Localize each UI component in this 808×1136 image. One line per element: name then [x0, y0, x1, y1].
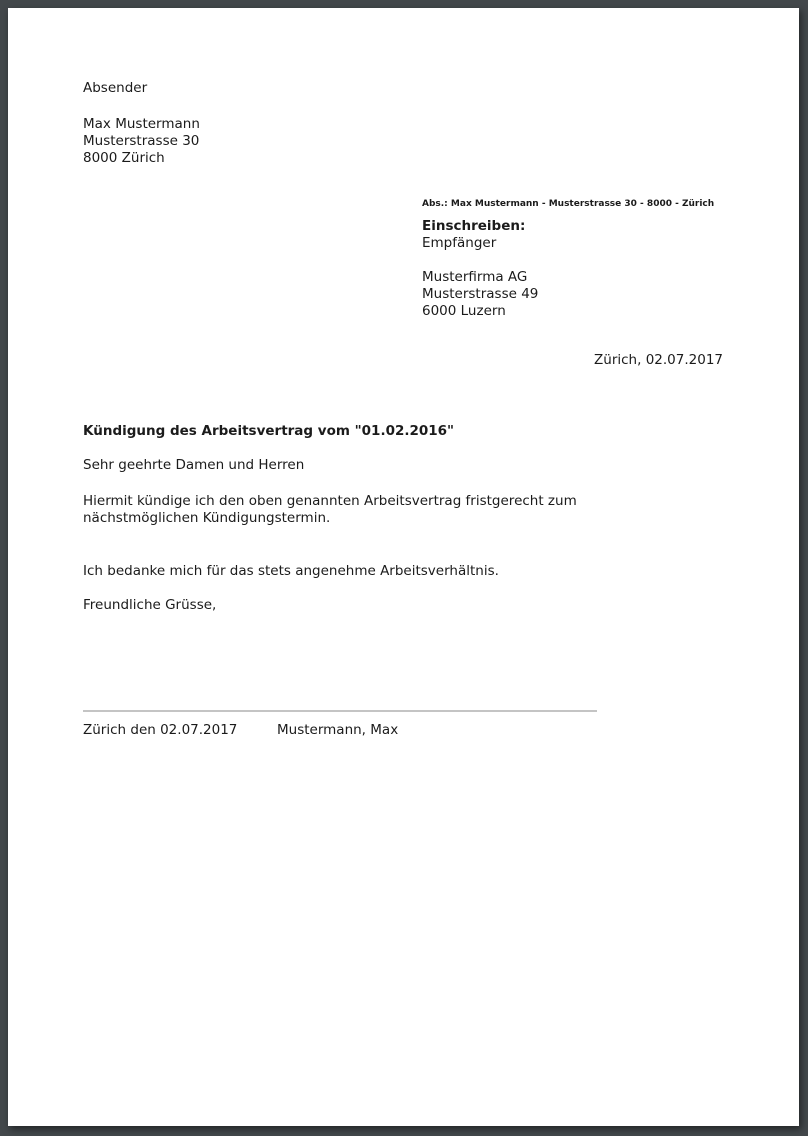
recipient-street: Musterstrasse 49 [422, 286, 539, 302]
recipient-address-block [422, 269, 538, 320]
recipient-city: 6000 Luzern [422, 303, 506, 319]
subject-line: Kündigung des Arbeitsvertrag vom "01.02.2016" [83, 423, 455, 439]
signature-name: Mustermann, Max [277, 722, 399, 738]
addressee-label: Empfänger [422, 235, 497, 251]
body-paragraph-2: Ich bedanke mich für das stets angenehme Arbeitsverhältnis. [83, 563, 499, 579]
date-line: Zürich, 02.07.2017 [594, 352, 723, 368]
sender-label: Absender [83, 80, 148, 96]
body-paragraph-1: Hiermit kündige ich den oben genannten Arbeitsvertrag fristgerecht zum nächstmöglichen Kündigungstermin. [83, 493, 577, 526]
closing-line: Freundliche Grüsse, [83, 597, 217, 613]
salutation: Sehr geehrte Damen und Herren [83, 457, 305, 473]
delivery-addressee-block [422, 218, 525, 252]
letter-paper [8, 8, 799, 1126]
return-address-line: Abs.: Max Mustermann - Musterstrasse 30 - 8000 - Zürich [422, 199, 715, 209]
delivery-type-label: Einschreiben: [422, 218, 526, 234]
recipient-company: Musterfirma AG [422, 269, 528, 285]
sender-city: 8000 Zürich [83, 150, 165, 166]
sender-street: Musterstrasse 30 [83, 133, 200, 149]
signature-place-date: Zürich den 02.07.2017 [83, 722, 238, 738]
sender-address-block [83, 116, 200, 167]
sender-name: Max Mustermann [83, 116, 200, 132]
signature-rule [83, 710, 597, 712]
